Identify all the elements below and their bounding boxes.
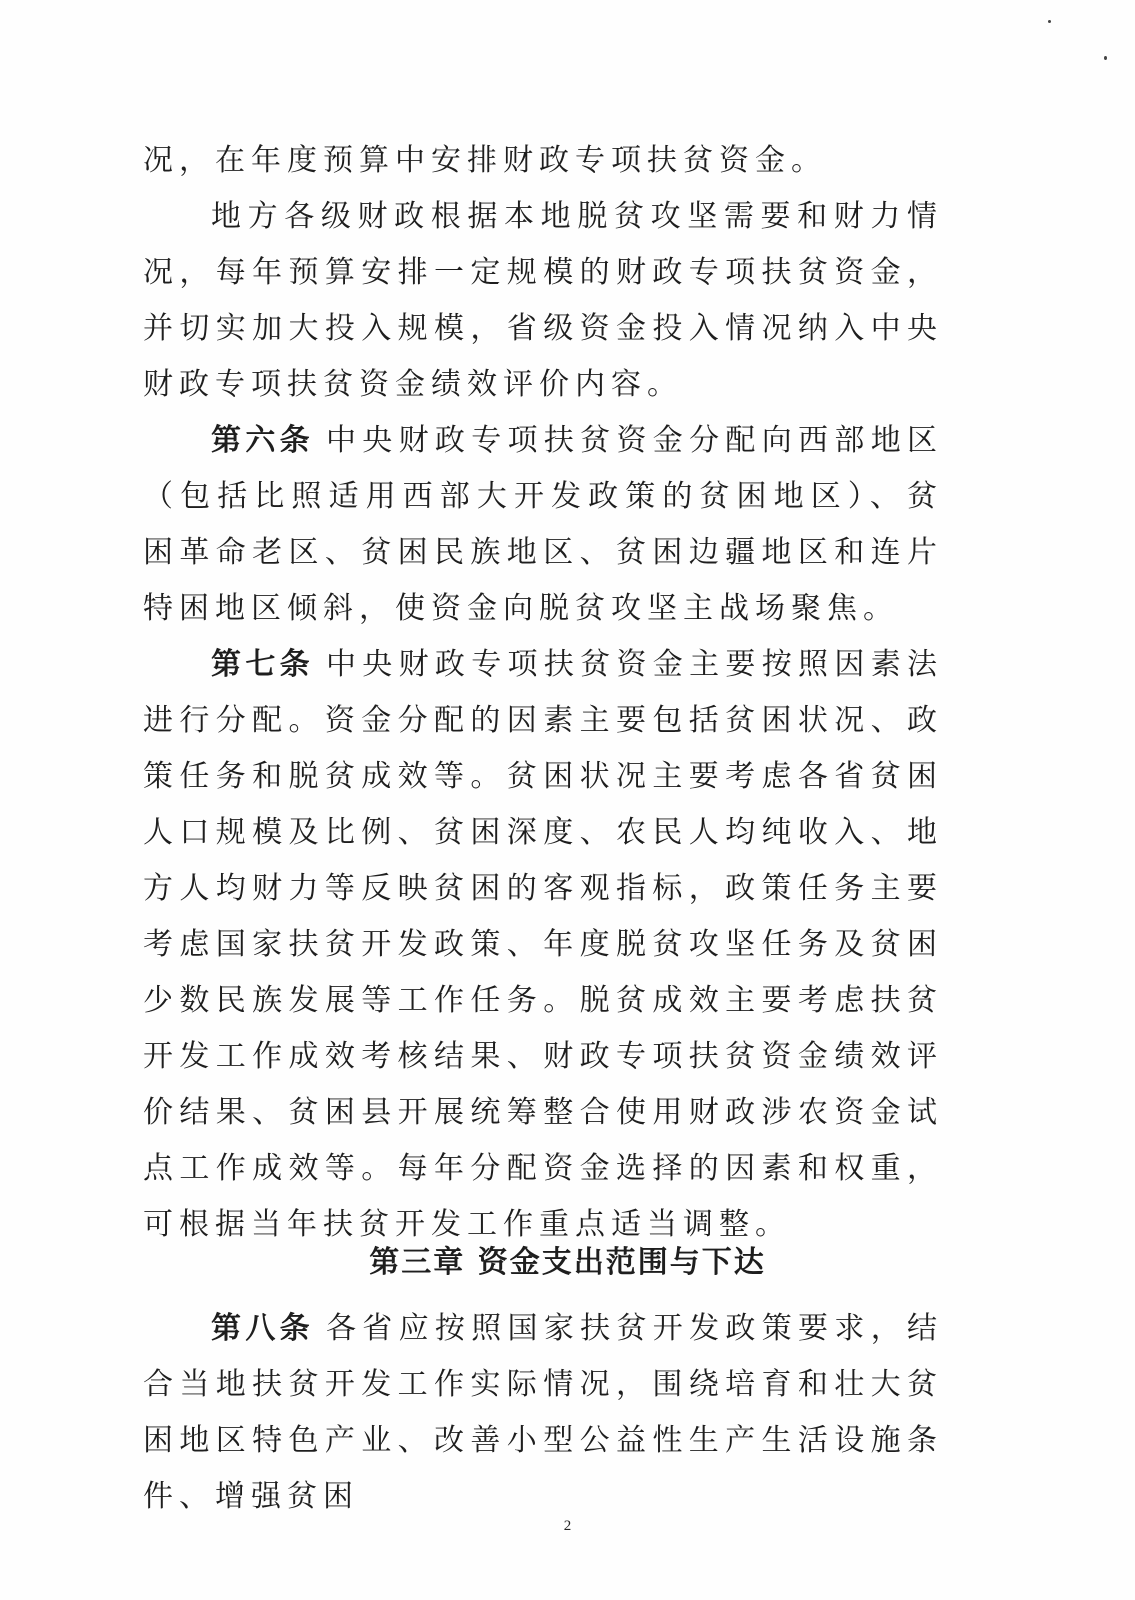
paragraph-text: 中央财政专项扶贫资金分配向西部地区（包括比照适用西部大开发政策的贫困地区）、贫困革命老区、贫困民族地区、贫困边疆地区和连片特困地区倾斜，使资金向脱贫攻坚主战场聚焦。	[143, 423, 944, 626]
paragraph-local-finance	[143, 189, 943, 413]
paragraph-text: 各省应按照国家扶贫开发政策要求，结合当地扶贫开发工作实际情况，围绕培育和壮大贫困地区特色产业、改善小型公益性生产生活设施条件、增强贫困	[143, 1311, 944, 1514]
page-number: 2	[563, 1518, 572, 1534]
article-eight	[143, 1301, 943, 1525]
paragraph-text: 况，在年度预算中安排财政专项扶贫资金。	[143, 143, 827, 178]
body-text-bottom	[143, 1301, 943, 1525]
scan-speck	[1104, 56, 1107, 60]
article-label: 第六条	[211, 423, 314, 458]
article-seven	[143, 637, 943, 1253]
paragraph-text: 地方各级财政根据本地脱贫攻坚需要和财力情况，每年预算安排一定规模的财政专项扶贫资金，并切实加大投入规模，省级资金投入情况纳入中央财政专项扶贫资金绩效评价内容。	[143, 199, 943, 402]
article-six	[143, 413, 943, 637]
paragraph-text: 中央财政专项扶贫资金主要按照因素法进行分配。资金分配的因素主要包括贫困状况、政策任务和脱贫成效等。贫困状况主要考虑各省贫困人口规模及比例、贫困深度、农民人均纯收入、地方人均财力等反映贫困的客观指标，政策任务主要考虑国家扶贫开发政策、年度脱贫攻坚任务及贫困少数民族发展等工作任务。脱贫成效主要考虑扶贫开发工作成效考核结果、财政专项扶贫资金绩效评价结果、贫困县开展统筹整合使用财政涉农资金试点工作成效等。每年分配资金选择的因素和权重，可根据当年扶贫开发工作重点适当调整。	[143, 647, 944, 1242]
chapter-title: 第三章 资金支出范围与下达	[369, 1245, 766, 1280]
body-text-top	[143, 133, 943, 1253]
article-label: 第八条	[211, 1311, 314, 1346]
scan-speck	[1048, 20, 1051, 23]
paragraph-continuation	[143, 133, 943, 189]
article-label: 第七条	[211, 647, 314, 682]
